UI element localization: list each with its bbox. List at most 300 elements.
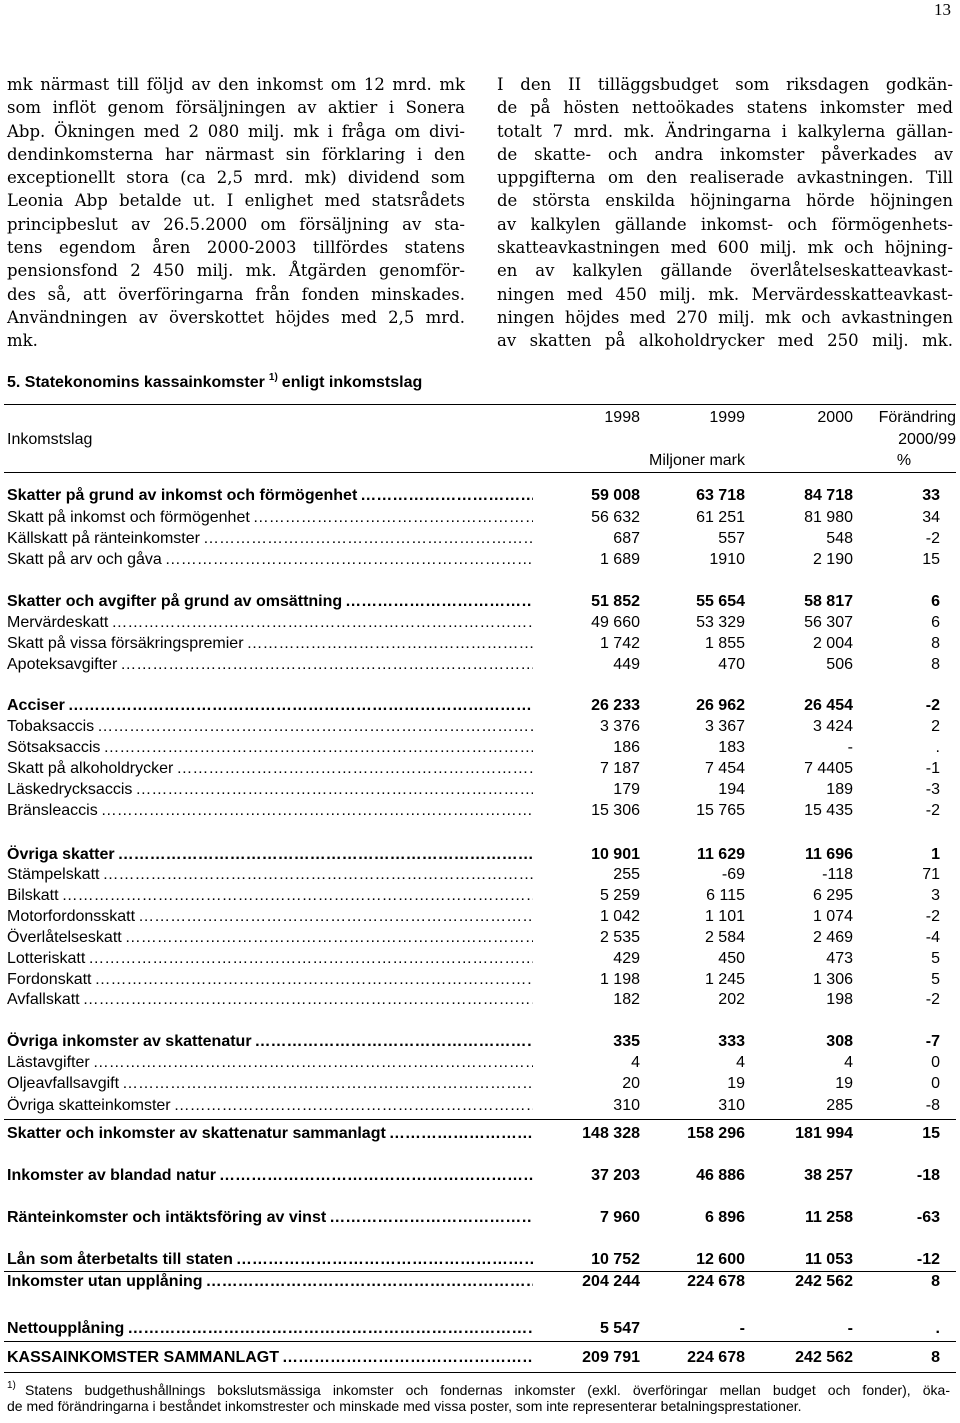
leader-dots — [252, 1032, 533, 1052]
table-row — [0, 613, 960, 633]
table-row — [0, 1166, 960, 1186]
value-1998: 255 — [613, 866, 640, 883]
row-label — [7, 486, 533, 506]
value-2000: 198 — [826, 991, 853, 1008]
value-1999: 46 886 — [696, 1167, 745, 1184]
row-label-text: Lotteriskatt — [7, 950, 86, 967]
value-change: 0 — [931, 1054, 940, 1071]
leader-dots — [117, 655, 533, 675]
value-1998: 209 791 — [582, 1349, 640, 1366]
value-1999: 7 454 — [704, 760, 745, 777]
value-change: 6 — [931, 593, 940, 610]
row-label-text: Bränsleaccis — [7, 802, 98, 819]
table-row — [0, 717, 960, 737]
value-2000: 2 190 — [812, 551, 853, 568]
row-label-text: Överlåtelseskatt — [7, 929, 122, 946]
row-label-text: Skatt på vissa försäkringspremier — [7, 635, 244, 652]
row-label — [7, 1166, 533, 1186]
value-change: 3 — [931, 887, 940, 904]
body-text-line: pensionsfond 2 450 milj. mk. Åtgärden genomför- — [7, 261, 465, 281]
row-label-text: Skatt på arv och gåva — [7, 551, 162, 568]
body-text-line: som inflöt genom försäljningen av aktier i Sonera — [7, 98, 465, 118]
value-1999: - — [739, 1320, 745, 1337]
value-2000: 2 469 — [812, 929, 853, 946]
row-label — [7, 1074, 533, 1094]
value-2000: 19 — [835, 1075, 853, 1092]
row-label — [7, 738, 533, 758]
value-1999: 3 367 — [704, 718, 745, 735]
table-row — [0, 550, 960, 570]
leader-dots — [135, 907, 533, 927]
leader-dots — [279, 1348, 533, 1368]
table-row — [0, 928, 960, 948]
table-row — [0, 970, 960, 990]
value-change: 34 — [922, 509, 940, 526]
leader-dots — [98, 801, 533, 821]
value-2000: 189 — [826, 781, 853, 798]
value-2000: - — [847, 739, 853, 756]
value-1999: 12 600 — [696, 1251, 745, 1268]
body-text-line: de skatte- och andra inkomster påverkades av — [497, 144, 953, 164]
row-label-text: Läskedrycksaccis — [7, 781, 133, 798]
body-text-right-column — [497, 73, 953, 353]
value-2000: 242 562 — [795, 1273, 853, 1290]
row-label — [7, 1124, 533, 1144]
row-label — [7, 634, 533, 654]
leader-dots — [80, 990, 533, 1010]
value-1999: 6 896 — [704, 1209, 745, 1226]
value-change: -4 — [925, 929, 940, 946]
value-change: -7 — [925, 1033, 940, 1050]
leader-dots — [200, 529, 533, 549]
value-1998: 59 008 — [591, 487, 640, 504]
leader-dots — [244, 634, 533, 654]
header-rule — [4, 472, 956, 473]
leader-dots — [132, 780, 533, 800]
value-2000: 4 — [844, 1054, 853, 1071]
leader-dots — [386, 1124, 533, 1144]
table-row — [0, 1348, 960, 1368]
row-label — [7, 845, 533, 865]
table-row — [0, 759, 960, 779]
value-2000: 1 306 — [812, 971, 853, 988]
value-2000: 11 696 — [804, 846, 853, 863]
row-label-text: Källskatt på ränteinkomster — [7, 530, 200, 547]
value-1999: 183 — [718, 739, 745, 756]
body-text-line: tens egendom åren 2000-2003 tillfördes statens — [7, 238, 465, 258]
row-label — [7, 529, 533, 549]
leader-dots — [173, 759, 533, 779]
table-title — [7, 373, 422, 395]
value-change: 5 — [931, 971, 940, 988]
value-change: -2 — [925, 908, 940, 925]
value-1998: 10 901 — [591, 846, 640, 863]
row-label-text: Lästavgifter — [7, 1054, 90, 1071]
body-text-line: des så, att överföringarna från fonden minskades. — [7, 284, 465, 304]
row-label — [7, 1053, 533, 1073]
value-1999: 19 — [727, 1075, 745, 1092]
value-1998: 3 376 — [599, 718, 640, 735]
value-1999: 55 654 — [696, 593, 745, 610]
value-1998: 1 689 — [599, 551, 640, 568]
body-text-line: Leonia Abp betalde ut. I enlighet med statsrådets — [7, 191, 465, 211]
value-2000: 26 454 — [804, 697, 853, 714]
body-text-line: mk närmast till följd av den inkomst om 12 mrd. mk — [7, 75, 465, 94]
total-rule — [4, 1341, 956, 1342]
table-row — [0, 1053, 960, 1073]
row-label-text: Lån som återbetalts till staten — [7, 1251, 233, 1268]
value-1998: 148 328 — [582, 1125, 640, 1142]
row-label — [7, 1319, 533, 1339]
table-row — [0, 949, 960, 969]
row-label — [7, 696, 533, 716]
row-label — [7, 949, 533, 969]
value-1999: 63 718 — [696, 487, 745, 504]
value-change: -3 — [925, 781, 940, 798]
value-change: 5 — [931, 950, 940, 967]
row-label — [7, 592, 533, 612]
leader-dots — [90, 1053, 533, 1073]
row-label — [7, 717, 533, 737]
value-1998: 4 — [631, 1054, 640, 1071]
row-label-text: Skatter och avgifter på grund av omsättning — [7, 593, 343, 610]
value-change: -8 — [925, 1097, 940, 1114]
leader-dots — [65, 696, 533, 716]
leader-dots — [115, 845, 533, 865]
value-change: 0 — [931, 1075, 940, 1092]
header-column-label: Inkomstslag — [7, 431, 93, 448]
body-text-line: de största enskilda höjningarna hörde höjningen — [497, 191, 953, 211]
body-text-line: skatteavkastningen med 600 milj. mk och höjning- — [497, 238, 953, 258]
leader-dots — [203, 1272, 533, 1292]
value-2000: 473 — [826, 950, 853, 967]
value-1998: 26 233 — [591, 697, 640, 714]
row-label-text: Sötsaksaccis — [7, 739, 101, 756]
row-label — [7, 928, 533, 948]
value-2000: 11 258 — [804, 1209, 853, 1226]
value-2000: 15 435 — [804, 802, 853, 819]
value-2000: 38 257 — [804, 1167, 853, 1184]
value-1998: 204 244 — [582, 1273, 640, 1290]
table-row — [0, 696, 960, 716]
value-change: -1 — [925, 760, 940, 777]
body-text-line: uppgifterna om den realiserade avkastningen. Till — [497, 168, 953, 188]
body-text-line: principbeslut av 26.5.2000 om försäljning av sta- — [7, 214, 465, 234]
value-change: . — [935, 1320, 940, 1337]
body-text-line: de på hösten nettoökades statens inkomster med — [497, 98, 953, 118]
leader-dots — [91, 970, 533, 990]
value-change: -2 — [925, 530, 940, 547]
value-change: 8 — [931, 1349, 940, 1366]
value-1999: 53 329 — [696, 614, 745, 631]
value-1999: 224 678 — [687, 1273, 745, 1290]
leader-dots — [162, 550, 533, 570]
value-1998: 310 — [613, 1097, 640, 1114]
leader-dots — [99, 865, 533, 885]
leader-dots — [100, 738, 533, 758]
value-change: 8 — [931, 635, 940, 652]
table-title-text: 5. Statekonomins kassainkomster — [7, 374, 265, 391]
leader-dots — [216, 1166, 533, 1186]
value-2000: 2 004 — [812, 635, 853, 652]
body-text-line: I den II tilläggsbudget som riksdagen godkän- — [497, 75, 953, 94]
table-row — [0, 801, 960, 821]
value-change: . — [935, 739, 940, 756]
value-2000: 6 295 — [812, 887, 853, 904]
value-1998: 429 — [613, 950, 640, 967]
value-1999: 202 — [718, 991, 745, 1008]
value-2000: 81 980 — [804, 509, 853, 526]
row-label-text: Avfallskatt — [7, 991, 80, 1008]
table-row — [0, 845, 960, 865]
page-number: 13 — [934, 0, 951, 19]
footnote-line: Statens budgethushållnings bokslutsmässiga inkomster och fondernas inkomster (exkl. överföringar mellan budget och fonder), öka- — [25, 1382, 950, 1398]
row-label — [7, 865, 533, 885]
value-1999: 310 — [718, 1097, 745, 1114]
value-2000: 58 817 — [804, 593, 853, 610]
value-2000: -118 — [822, 866, 853, 883]
row-label-text: Skatt på alkoholdrycker — [7, 760, 174, 777]
row-label — [7, 886, 533, 906]
value-1998: 182 — [613, 991, 640, 1008]
value-change: 15 — [922, 551, 940, 568]
subtotal-rule — [4, 1119, 956, 1120]
value-1998: 2 535 — [599, 929, 640, 946]
value-2000: 11 053 — [804, 1251, 853, 1268]
header-change: Förändring — [878, 409, 956, 426]
value-1998: 1 198 — [599, 971, 640, 988]
value-1998: 49 660 — [591, 614, 640, 631]
table-row — [0, 1074, 960, 1094]
row-label-text: Skatter och inkomster av skattenatur sammanlagt — [7, 1125, 386, 1142]
row-label-text: Mervärdeskatt — [7, 614, 109, 631]
value-1999: 26 962 — [696, 697, 745, 714]
row-label-text: Acciser — [7, 697, 65, 714]
body-text-line: ningen med 450 milj. mk. Mervärdesskatteavkast- — [497, 284, 953, 304]
table-row — [0, 1032, 960, 1052]
leader-dots — [59, 886, 533, 906]
value-2000: 285 — [826, 1097, 853, 1114]
body-text-line: en av kalkylen gällande överlåtelseskatteavkast- — [497, 261, 953, 281]
row-label — [7, 1272, 533, 1292]
table-row — [0, 1272, 960, 1292]
value-1999: 11 629 — [696, 846, 745, 863]
value-change: 1 — [931, 846, 940, 863]
table-row — [0, 865, 960, 885]
value-2000: 181 994 — [795, 1125, 853, 1142]
row-label — [7, 508, 533, 528]
leader-dots — [357, 486, 533, 506]
header-change-period: 2000/99 — [898, 431, 956, 448]
value-1998: 5 547 — [599, 1320, 640, 1337]
value-1998: 51 852 — [591, 593, 640, 610]
footnote-marker: 1) — [7, 1380, 16, 1391]
leader-dots — [108, 613, 533, 633]
value-2000: 3 424 — [812, 718, 853, 735]
value-1999: 450 — [718, 950, 745, 967]
body-text-line: ningen höjdes med 270 milj. mk och avkastningen — [497, 307, 953, 327]
value-1998: 37 203 — [591, 1167, 640, 1184]
value-1998: 20 — [622, 1075, 640, 1092]
row-label — [7, 1032, 533, 1052]
table-row — [0, 1319, 960, 1339]
body-text-line: Abp. Ökningen med 2 080 milj. mk i fråga om divi- — [7, 121, 465, 141]
value-change: -2 — [925, 697, 940, 714]
header-year-1999: 1999 — [709, 409, 745, 426]
value-2000: 506 — [826, 656, 853, 673]
value-1998: 56 632 — [591, 509, 640, 526]
leader-dots — [326, 1208, 533, 1228]
table-row — [0, 990, 960, 1010]
table-row — [0, 886, 960, 906]
value-1999: 4 — [736, 1054, 745, 1071]
row-label-text: Övriga skatter — [7, 846, 115, 863]
value-1999: 557 — [718, 530, 745, 547]
table-top-rule — [4, 404, 956, 405]
table-row — [0, 655, 960, 675]
body-text-line: dendinkomsterna har närmast sin förklaring i den — [7, 144, 465, 164]
row-label — [7, 801, 533, 821]
value-change: -63 — [916, 1209, 940, 1226]
row-label — [7, 759, 533, 779]
value-1998: 1 042 — [599, 908, 640, 925]
leader-dots — [250, 508, 533, 528]
leader-dots — [171, 1096, 533, 1116]
value-1999: 6 115 — [706, 887, 745, 904]
body-text-line: exceptionellt stora (ca 2,5 mrd. mk) dividend som — [7, 168, 465, 188]
body-text-line: Användningen av överskottet höjdes med 2,5 mrd. — [7, 307, 465, 327]
value-change: -2 — [925, 991, 940, 1008]
value-1998: 7 187 — [599, 760, 640, 777]
value-1998: 186 — [613, 739, 640, 756]
body-text-line: av kalkylen gällande inkomst- och förmögenhets- — [497, 214, 953, 234]
row-label-text: Skatt på inkomst och förmögenhet — [7, 509, 250, 526]
body-text-line: mk. — [7, 331, 38, 351]
subtotal-rule — [4, 1271, 956, 1272]
value-1999: 1 101 — [704, 908, 745, 925]
table-row — [0, 1096, 960, 1116]
row-label-text: Övriga inkomster av skattenatur — [7, 1033, 252, 1050]
row-label — [7, 970, 533, 990]
row-label-text: KASSAINKOMSTER SAMMANLAGT — [7, 1349, 279, 1366]
value-2000: 56 307 — [804, 614, 853, 631]
value-1998: 5 259 — [599, 887, 640, 904]
row-label — [7, 907, 533, 927]
value-2000: 7 4405 — [804, 760, 853, 777]
footnote-reference: 1) — [268, 372, 278, 383]
value-1999: 1 855 — [704, 635, 745, 652]
value-1998: 179 — [613, 781, 640, 798]
value-1998: 687 — [613, 530, 640, 547]
value-1999: 224 678 — [687, 1349, 745, 1366]
row-label — [7, 1208, 533, 1228]
value-1999: 1910 — [709, 551, 745, 568]
row-label — [7, 550, 533, 570]
row-label-text: Inkomster utan upplåning — [7, 1273, 203, 1290]
leader-dots — [94, 717, 533, 737]
row-label-text: Tobaksaccis — [7, 718, 95, 735]
value-change: 15 — [922, 1125, 940, 1142]
leader-dots — [119, 1074, 533, 1094]
leader-dots — [122, 928, 533, 948]
footnote-line: de med förändringarna i beståndet inkomstrester och minskade med vissa poster, som inte representerar betalningsprestationer. — [7, 1398, 802, 1414]
header-unit: Miljoner mark — [648, 452, 745, 469]
body-text-left-column — [7, 73, 465, 353]
table-row — [0, 1124, 960, 1144]
value-change: 8 — [931, 656, 940, 673]
value-1999: 15 765 — [696, 802, 745, 819]
value-1998: 7 960 — [599, 1209, 640, 1226]
row-label-text: Apoteksavgifter — [7, 656, 118, 673]
value-1999: 158 296 — [687, 1125, 745, 1142]
value-1999: 194 — [718, 781, 745, 798]
value-change: 71 — [922, 866, 940, 883]
row-label-text: Oljeavfallsavgift — [7, 1075, 120, 1092]
row-label-text: Skatter på grund av inkomst och förmögenhet — [7, 487, 358, 504]
row-label — [7, 1348, 533, 1368]
leader-dots — [124, 1319, 533, 1339]
leader-dots — [85, 949, 533, 969]
table-row — [0, 486, 960, 506]
row-label — [7, 780, 533, 800]
value-1999: 470 — [718, 656, 745, 673]
value-2000: 1 074 — [812, 908, 853, 925]
row-label — [7, 655, 533, 675]
value-2000: 308 — [826, 1033, 853, 1050]
leader-dots — [342, 592, 533, 612]
row-label — [7, 990, 533, 1010]
table-bottom-rule — [4, 1372, 956, 1373]
value-change: -12 — [916, 1251, 940, 1268]
value-1998: 1 742 — [599, 635, 640, 652]
row-label — [7, 1096, 533, 1116]
value-2000: 242 562 — [795, 1349, 853, 1366]
body-text-line: av skatten på alkoholdrycker med 250 milj. mk. — [497, 331, 953, 351]
table-row — [0, 780, 960, 800]
table-row — [0, 738, 960, 758]
value-1999: 333 — [718, 1033, 745, 1050]
row-label-text: Nettoupplåning — [7, 1320, 125, 1337]
row-label-text: Bilskatt — [7, 887, 59, 904]
table-title-rest: enligt inkomstslag — [281, 374, 423, 391]
table-row — [0, 634, 960, 654]
value-1998: 15 306 — [591, 802, 640, 819]
value-1998: 449 — [613, 656, 640, 673]
body-text-line: totalt 7 mrd. mk. Ändringarna i kalkylerna gällan- — [497, 121, 953, 141]
table-row — [0, 907, 960, 927]
value-1999: 1 245 — [704, 971, 745, 988]
value-1998: 335 — [613, 1033, 640, 1050]
value-2000: - — [847, 1320, 853, 1337]
table-row — [0, 529, 960, 549]
row-label-text: Inkomster av blandad natur — [7, 1167, 216, 1184]
row-label-text: Motorfordonsskatt — [7, 908, 136, 925]
value-change: 6 — [931, 614, 940, 631]
value-change: 2 — [931, 718, 940, 735]
header-year-2000: 2000 — [817, 409, 853, 426]
row-label — [7, 1250, 533, 1270]
value-change: -18 — [916, 1167, 940, 1184]
value-2000: 548 — [826, 530, 853, 547]
value-1998: 10 752 — [591, 1251, 640, 1268]
value-change: 8 — [931, 1273, 940, 1290]
value-1999: -69 — [721, 866, 745, 883]
header-year-1998: 1998 — [604, 409, 640, 426]
value-change: -2 — [925, 802, 940, 819]
row-label-text: Fordonskatt — [7, 971, 92, 988]
table-row — [0, 508, 960, 528]
row-label-text: Övriga skatteinkomster — [7, 1097, 171, 1114]
